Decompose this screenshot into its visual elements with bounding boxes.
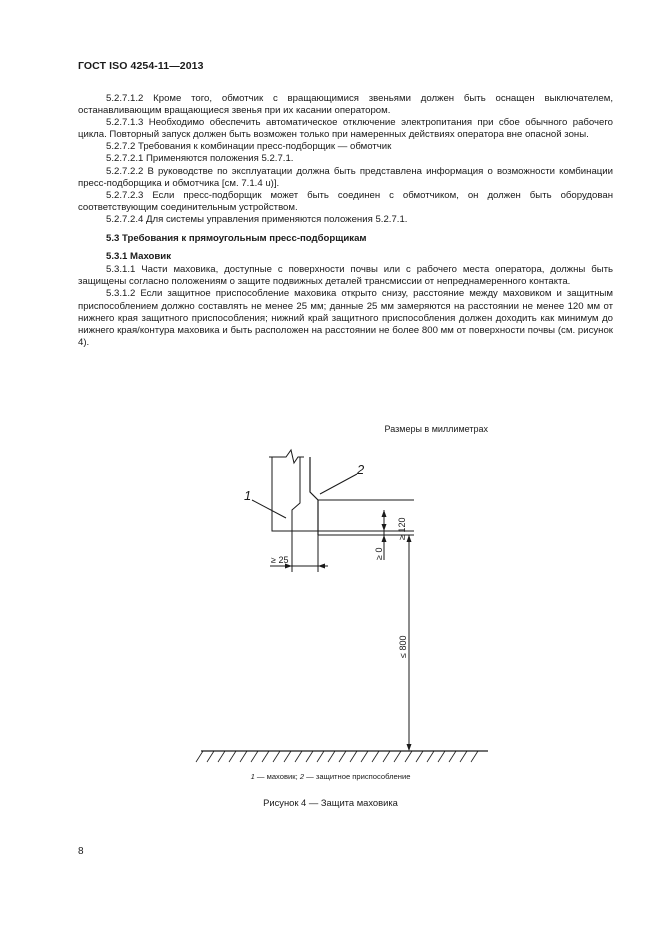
section-heading: 5.3 Требования к прямоугольным пресс-подборщикам [106,233,367,245]
arrowhead [407,744,412,751]
legend-number: 2 [299,772,305,781]
dim-label-800: ≤ 800 [398,635,408,658]
legend-text: — маховик; [254,772,300,781]
arrowhead [318,564,325,569]
legend-text: — защитное приспособление [304,772,411,781]
figure-label-1: 1 [244,488,252,503]
figure-caption: Рисунок 4 — Защита маховика [263,797,398,808]
paragraph: 5.2.7.2.3 Если пресс-подборщик может быть соединен с обмотчиком, он должен быть оборудован соответствующим соединительным устройством. [78,189,613,213]
figure-legend [0,772,661,781]
legend-number: 1 [250,772,255,781]
leader-line-2 [320,474,357,494]
subsection-heading: 5.3.1 Маховик [106,251,172,263]
dim-label-0: ≥ 0 [374,547,384,560]
arrowhead [382,535,387,542]
arrowhead [382,510,387,517]
document-header: ГОСТ ISO 4254-11—2013 [78,60,204,72]
guard-outline [310,457,318,535]
paragraph: 5.2.7.1.3 Необходимо обеспечить автоматическое отключение электропитания при сбое обычного рабочего цикла. Повторный запуск должен быть возможен только при намеренных действиях оператора вне опасной зоны. [78,117,613,141]
flywheel-outline [272,457,300,531]
paragraph: 5.2.7.2.1 Применяются положения 5.2.7.1. [106,153,294,165]
break-line [269,450,304,463]
dim-label-120: ≥ 120 [397,517,407,540]
paragraph: 5.2.7.1.2 Кроме того, обмотчик с вращающимися звеньями должен быть оснащен выключателем, останавливающим вращающиеся звенья при их касании оператором. [78,93,613,117]
paragraph: 5.3.1.1 Части маховика, доступные с поверхности почвы или с рабочего места оператора, должны быть защищены согласно положениям о защите подвижных деталей трансмиссии от непреднамеренного контакта. [78,264,613,288]
dim-label-25: ≥ 25 [271,555,289,565]
page-number: 8 [78,846,84,857]
paragraph: 5.3.1.2 Если защитное приспособление маховика открыто снизу, расстояние между маховиком и защитным приспособлением должно составлять не менее 25 мм; данные 25 мм замеряются на расстоянии не менее 120 мм от нижнего края защитного приспособления; нижний край защитного приспособления должен доходить как минимум до нижнего края/контура маховика и быть расположен на расстоянии не более 800 мм от поверхности почвы (см. рисунок 4). [78,288,613,348]
ground-hatching [196,751,478,762]
leader-line-1 [252,500,286,518]
paragraph: 5.2.7.2.4 Для системы управления применяются положения 5.2.7.1. [106,213,408,225]
paragraph: 5.2.7.2.2 В руководстве по эксплуатации должна быть представлена информация о возможности комбинации пресс-подборщика и обмотчика [см. 7.1.4 u)]. [78,165,613,189]
arrowhead [407,535,412,542]
dimensions-note: Размеры в миллиметрах [384,424,488,434]
arrowhead [382,524,387,531]
paragraph: 5.2.7.2 Требования к комбинации пресс-подборщик — обмотчик [106,141,392,153]
figure-label-2: 2 [357,462,365,477]
